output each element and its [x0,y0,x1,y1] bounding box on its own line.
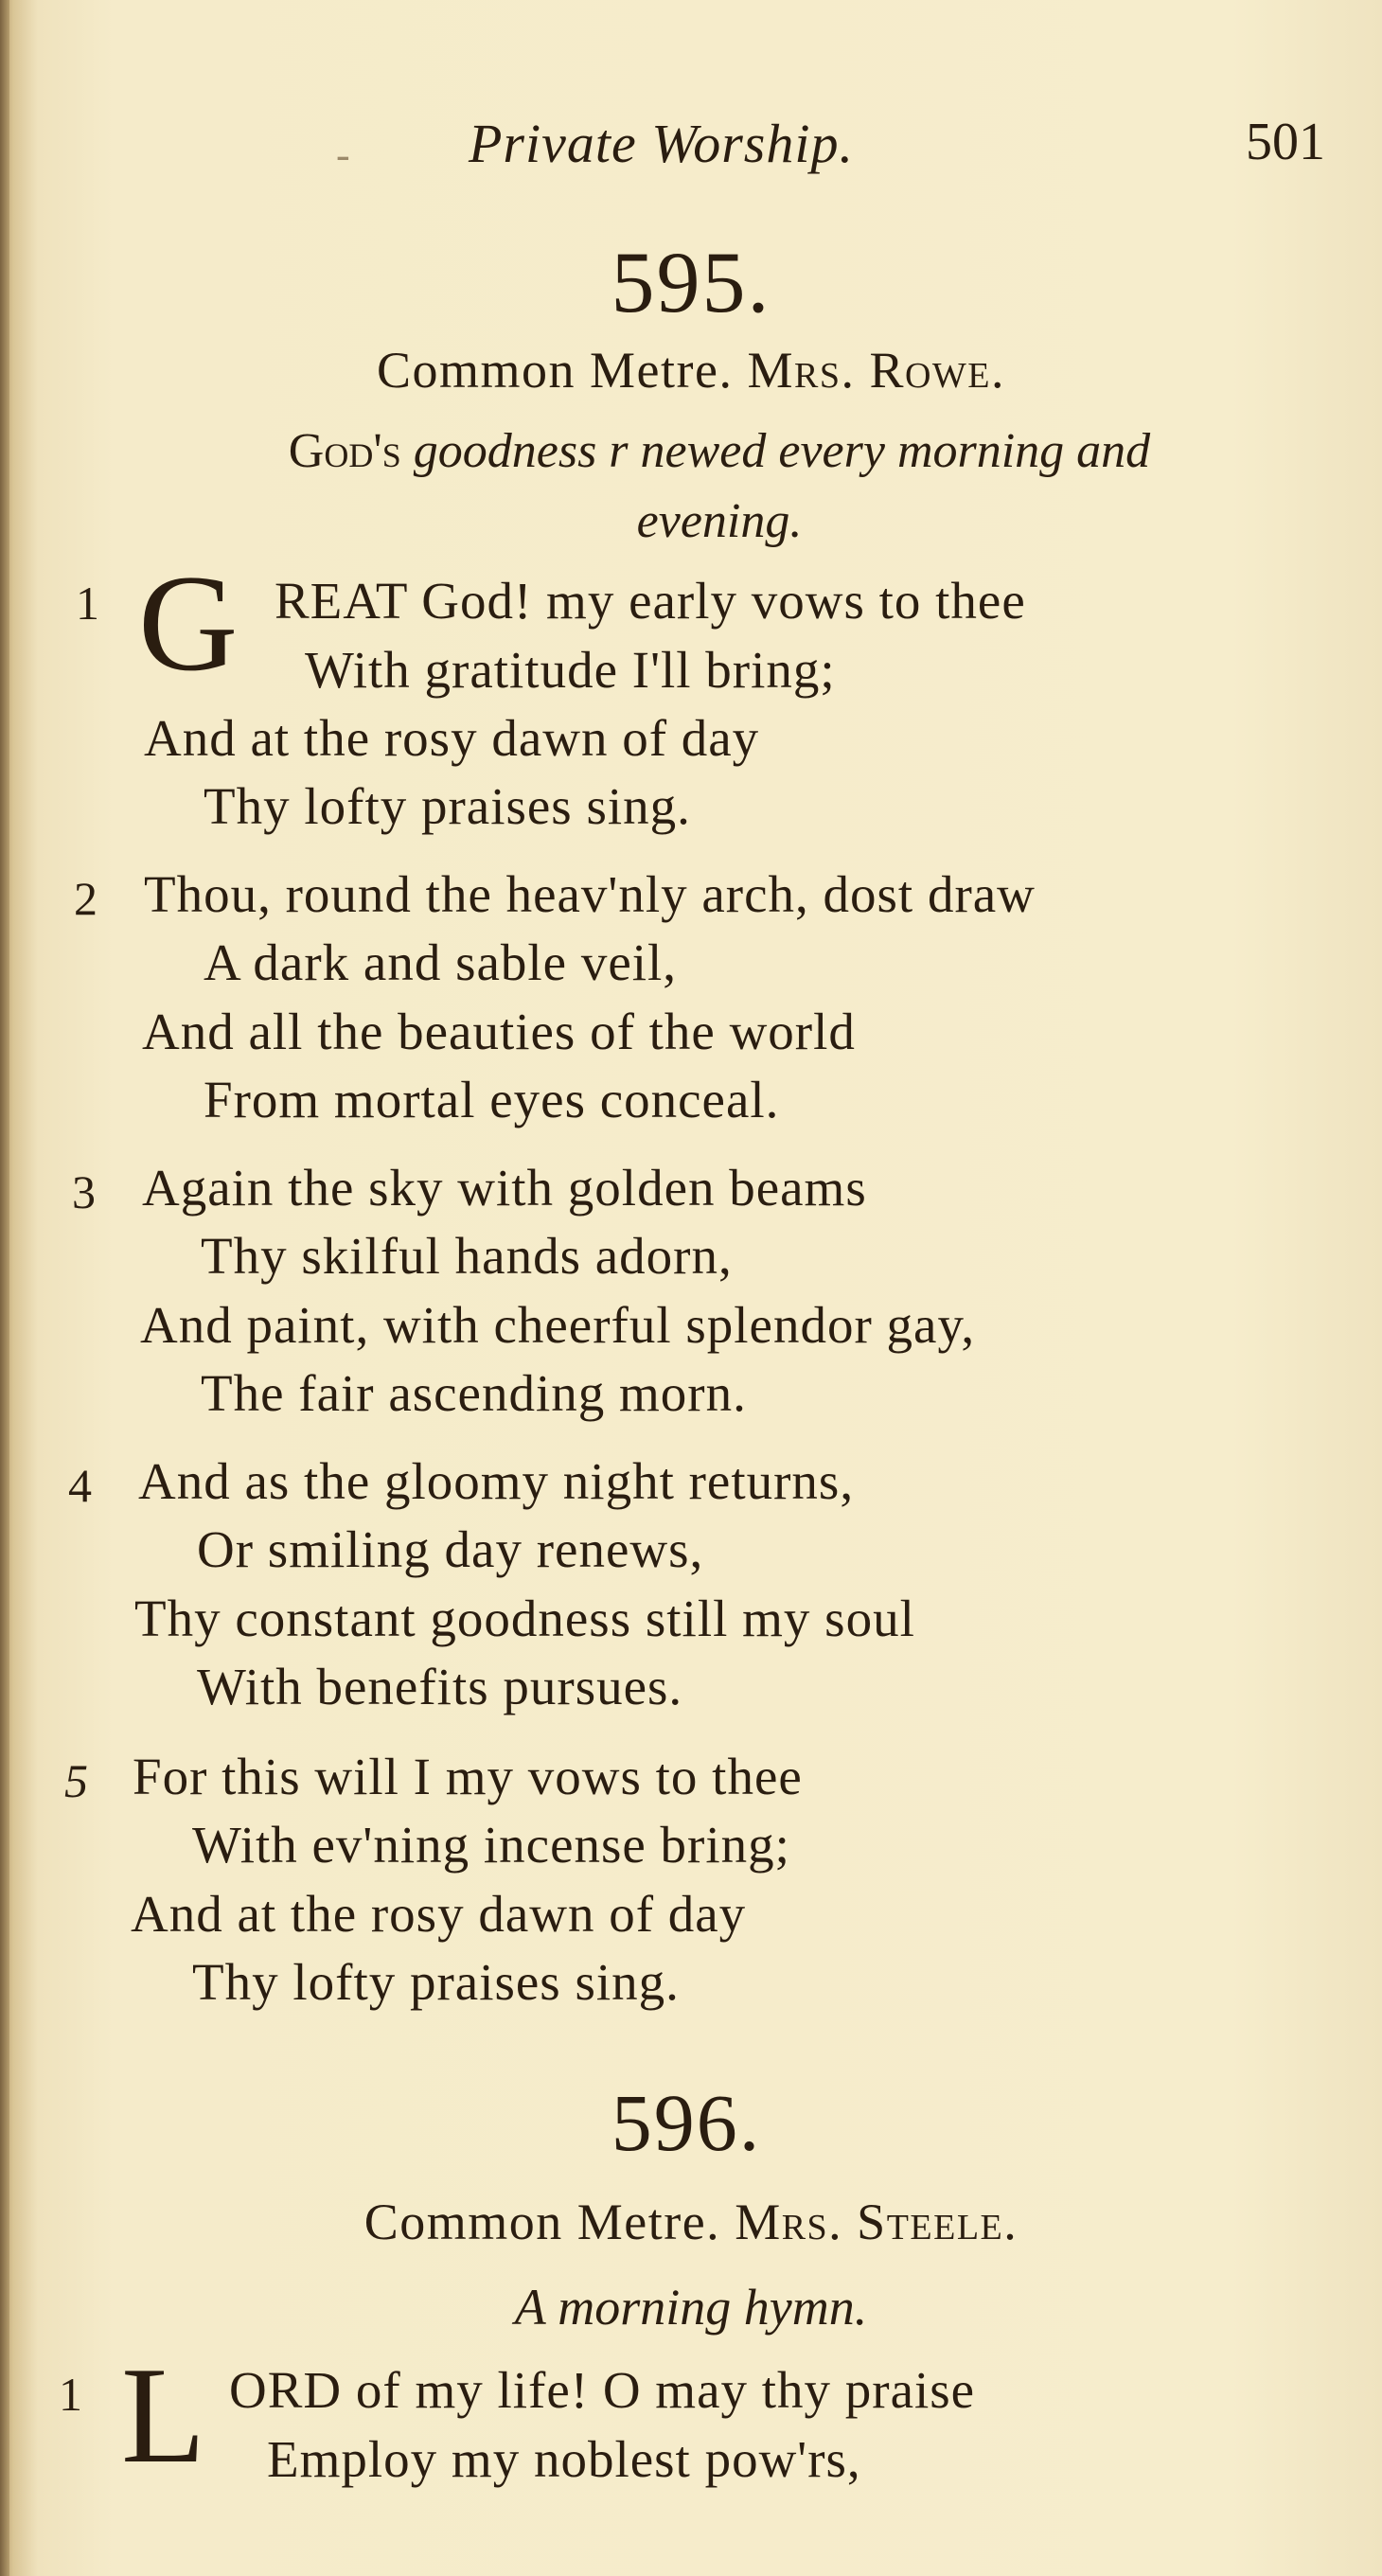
drop-cap: G [138,546,239,700]
hymn-author: Mrs. Rowe. [747,342,1005,399]
verse-line: For this will I my vows to thee [133,1748,803,1805]
verse-line: With ev'ning incense bring; [192,1816,790,1874]
running-head-dash: - [336,132,350,178]
running-head [0,112,1382,178]
verse-line: And all the beauties of the world [142,1003,856,1060]
verse-number: 1 [76,577,99,630]
hymn-meter: Common Metre. [376,342,734,399]
verse-number: 5 [64,1754,88,1807]
verse-line: Thy constant goodness still my soul [134,1590,915,1647]
verse-line: The fair ascending morn. [201,1364,747,1422]
verse-line: Thy lofty praises sing. [192,1953,680,2011]
verse-number: 1 [59,2368,82,2421]
verse-line: And at the rosy dawn of day [144,709,760,767]
verse-line: From mortal eyes conceal. [204,1071,780,1128]
verse-number: 3 [72,1165,96,1218]
verse-line: And paint, with cheerful splendor gay, [140,1296,976,1354]
hymn-meter: Common Metre. [363,2194,721,2250]
hymn-number: 596. [611,2077,762,2168]
verse-line: With gratitude I'll bring; [305,641,836,699]
drop-cap: L [121,2338,206,2492]
verse-number: 2 [74,872,97,925]
hymn-subject [76,417,1363,557]
hymn-meter-line [0,2193,1382,2251]
running-head-title: Private Worship. [469,113,854,174]
verse-line: Or smiling day renews, [197,1520,704,1578]
hymn-meter-line [0,341,1382,400]
verse-line: REAT God! my early vows to thee [275,572,1026,630]
hymn-author: Mrs. Steele. [735,2194,1019,2250]
page-number: 501 [1246,113,1325,171]
verse-line: Thou, round the heav'nly arch, dost draw [144,865,1036,923]
hymn-subject-line: goodness r newed every morning and [413,424,1151,478]
hymn-subject-line: evening. [636,494,803,548]
verse-line: And at the rosy dawn of day [131,1885,747,1943]
verse-line: Thy lofty praises sing. [204,777,691,835]
hymn-subject-prefix: God's [288,424,401,478]
verse-number: 4 [68,1459,92,1512]
verse-line: ORD of my life! O may thy praise [229,2361,976,2419]
verse-line: Again the sky with golden beams [142,1159,867,1217]
verse-line: With benefits pursues. [197,1658,683,1715]
verse-line: A dark and sable veil, [204,933,678,991]
hymn-subject: A morning hymn. [514,2279,868,2336]
verse-line: Employ my noblest pow'rs, [267,2430,861,2488]
verse-line: And as the gloomy night returns, [138,1452,855,1510]
hymn-number: 595. [611,234,771,330]
verse-line: Thy skilful hands adorn, [201,1227,733,1285]
